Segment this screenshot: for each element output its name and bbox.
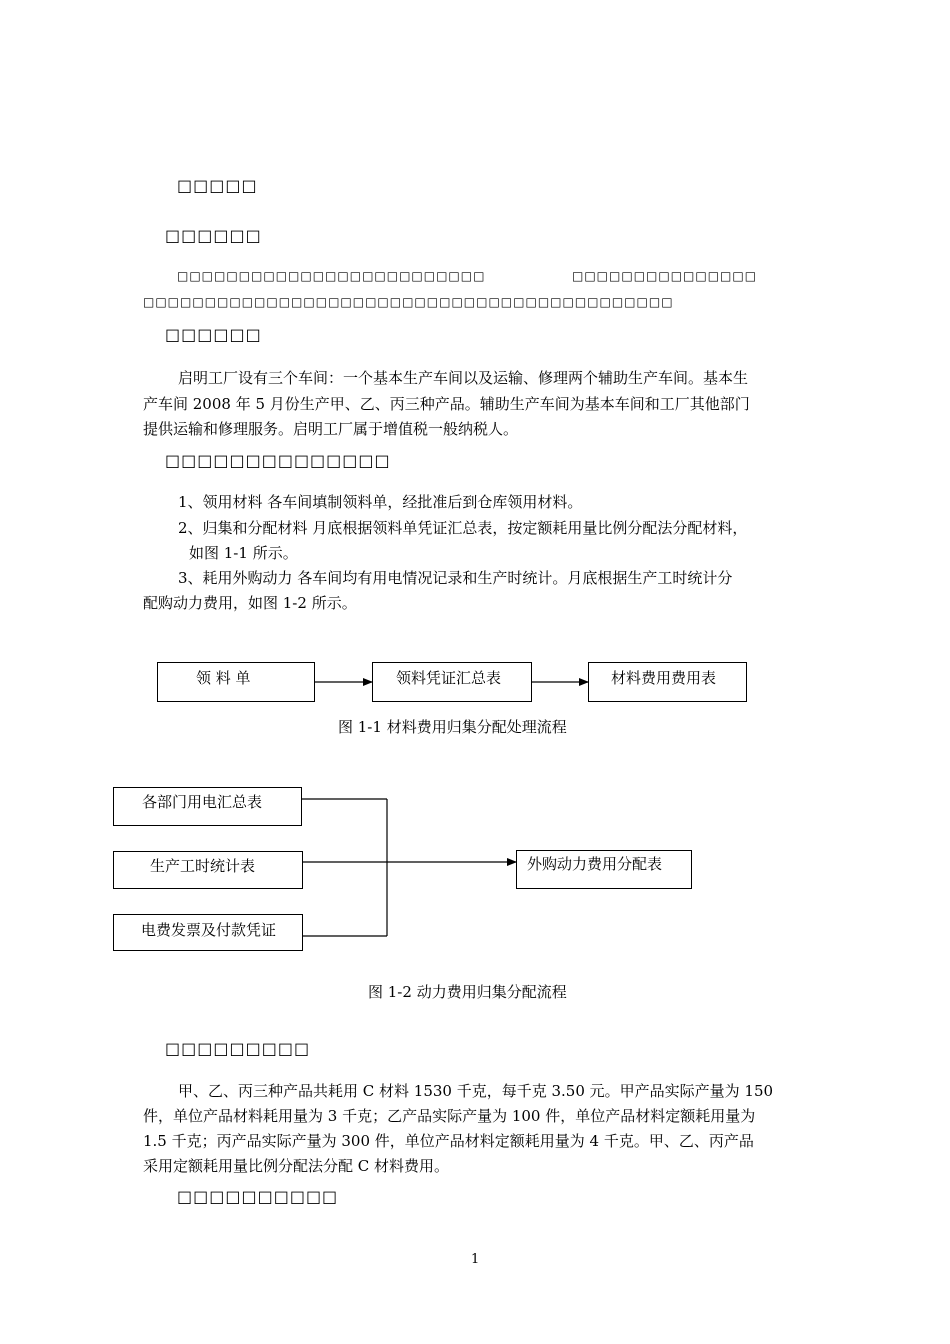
- process-item-3-cont: 配购动力费用，如图 1-2 所示。: [143, 594, 357, 612]
- process-item-3: 3、耗用外购动力 各车间均有用电情况记录和生产时统计。月底根据生产工时统计分: [178, 569, 733, 587]
- garbled-text-line-1a: □□□□□□□□□□□□□□□□□□□□□□□□□: [177, 269, 486, 283]
- intro-line-2: 产车间 2008 年 5 月份生产甲、乙、丙三种产品。辅助生产车间为基本车间和工厂其他部门: [143, 395, 750, 413]
- flow-box-material-cost-label: 材料费用费用表: [611, 669, 717, 687]
- section-heading-5: □□□□□□□□□: [165, 1039, 311, 1058]
- section-heading-2: □□□□□□: [165, 226, 262, 245]
- flow-box-electricity-summary: [113, 787, 302, 826]
- flow-box-electricity-summary-label: 各部门用电汇总表: [142, 793, 263, 811]
- case-line-3: 1.5 千克；丙产品实际产量为 300 件，单位产品材料定额耗用量为 4 千克。甲、乙、丙产品: [143, 1132, 754, 1150]
- intro-line-1: 启明工厂设有三个车间：一个基本生产车间以及运输、修理两个辅助生产车间。基本生: [178, 369, 749, 387]
- flow-box-labor-hours-label: 生产工时统计表: [150, 857, 256, 875]
- case-line-1: 甲、乙、丙三种产品共耗用 C 材料 1530 千克，每千克 3.50 元。甲产品实际产量为 150: [178, 1082, 774, 1100]
- section-heading-4: □□□□□□□□□□□□□□: [165, 451, 391, 470]
- flow-box-labor-hours: [113, 851, 303, 889]
- garbled-text-line-2: □□□□□□□□□□□□□□□□□□□□□□□□□□□□□□□□□□□□□□□□□□□: [143, 295, 674, 309]
- section-heading-6: □□□□□□□□□□: [177, 1187, 339, 1206]
- section-heading-1: □□□□□: [177, 176, 258, 195]
- figure-1-2-caption: 图 1-2 动力费用归集分配流程: [368, 983, 567, 1001]
- flow-box-invoice: [113, 914, 303, 951]
- case-line-4: 采用定额耗用量比例分配法分配 C 材料费用。: [143, 1157, 450, 1175]
- page-number: 1: [471, 1252, 480, 1267]
- flow-box-voucher-summary: [372, 662, 532, 702]
- section-heading-3: □□□□□□: [165, 325, 262, 344]
- flow-box-power-allocation-label: 外购动力费用分配表: [527, 855, 663, 873]
- figure-1-1-caption: 图 1-1 材料费用归集分配处理流程: [338, 718, 567, 736]
- flow-box-material-cost: [588, 662, 747, 702]
- process-item-2-cont: 如图 1-1 所示。: [189, 544, 298, 562]
- intro-line-3: 提供运输和修理服务。启明工厂属于增值税一般纳税人。: [143, 420, 519, 438]
- flow-box-requisition-label: 领 料 单: [196, 669, 251, 687]
- case-line-2: 件，单位产品材料耗用量为 3 千克；乙产品实际产量为 100 件，单位产品材料定额耗用量为: [143, 1107, 756, 1125]
- process-item-2: 2、归集和分配材料 月底根据领料单凭证汇总表，按定额耗用量比例分配法分配材料，: [178, 519, 748, 537]
- flow-box-voucher-summary-label: 领料凭证汇总表: [396, 669, 502, 687]
- flow-box-requisition: [157, 662, 315, 702]
- flow-box-invoice-label: 电费发票及付款凭证: [141, 921, 277, 939]
- flow-box-power-allocation: [516, 850, 692, 889]
- process-item-1: 1、领用材料 各车间填制领料单，经批准后到仓库领用材料。: [178, 493, 583, 511]
- garbled-text-line-1b: □□□□□□□□□□□□□□□: [572, 269, 758, 283]
